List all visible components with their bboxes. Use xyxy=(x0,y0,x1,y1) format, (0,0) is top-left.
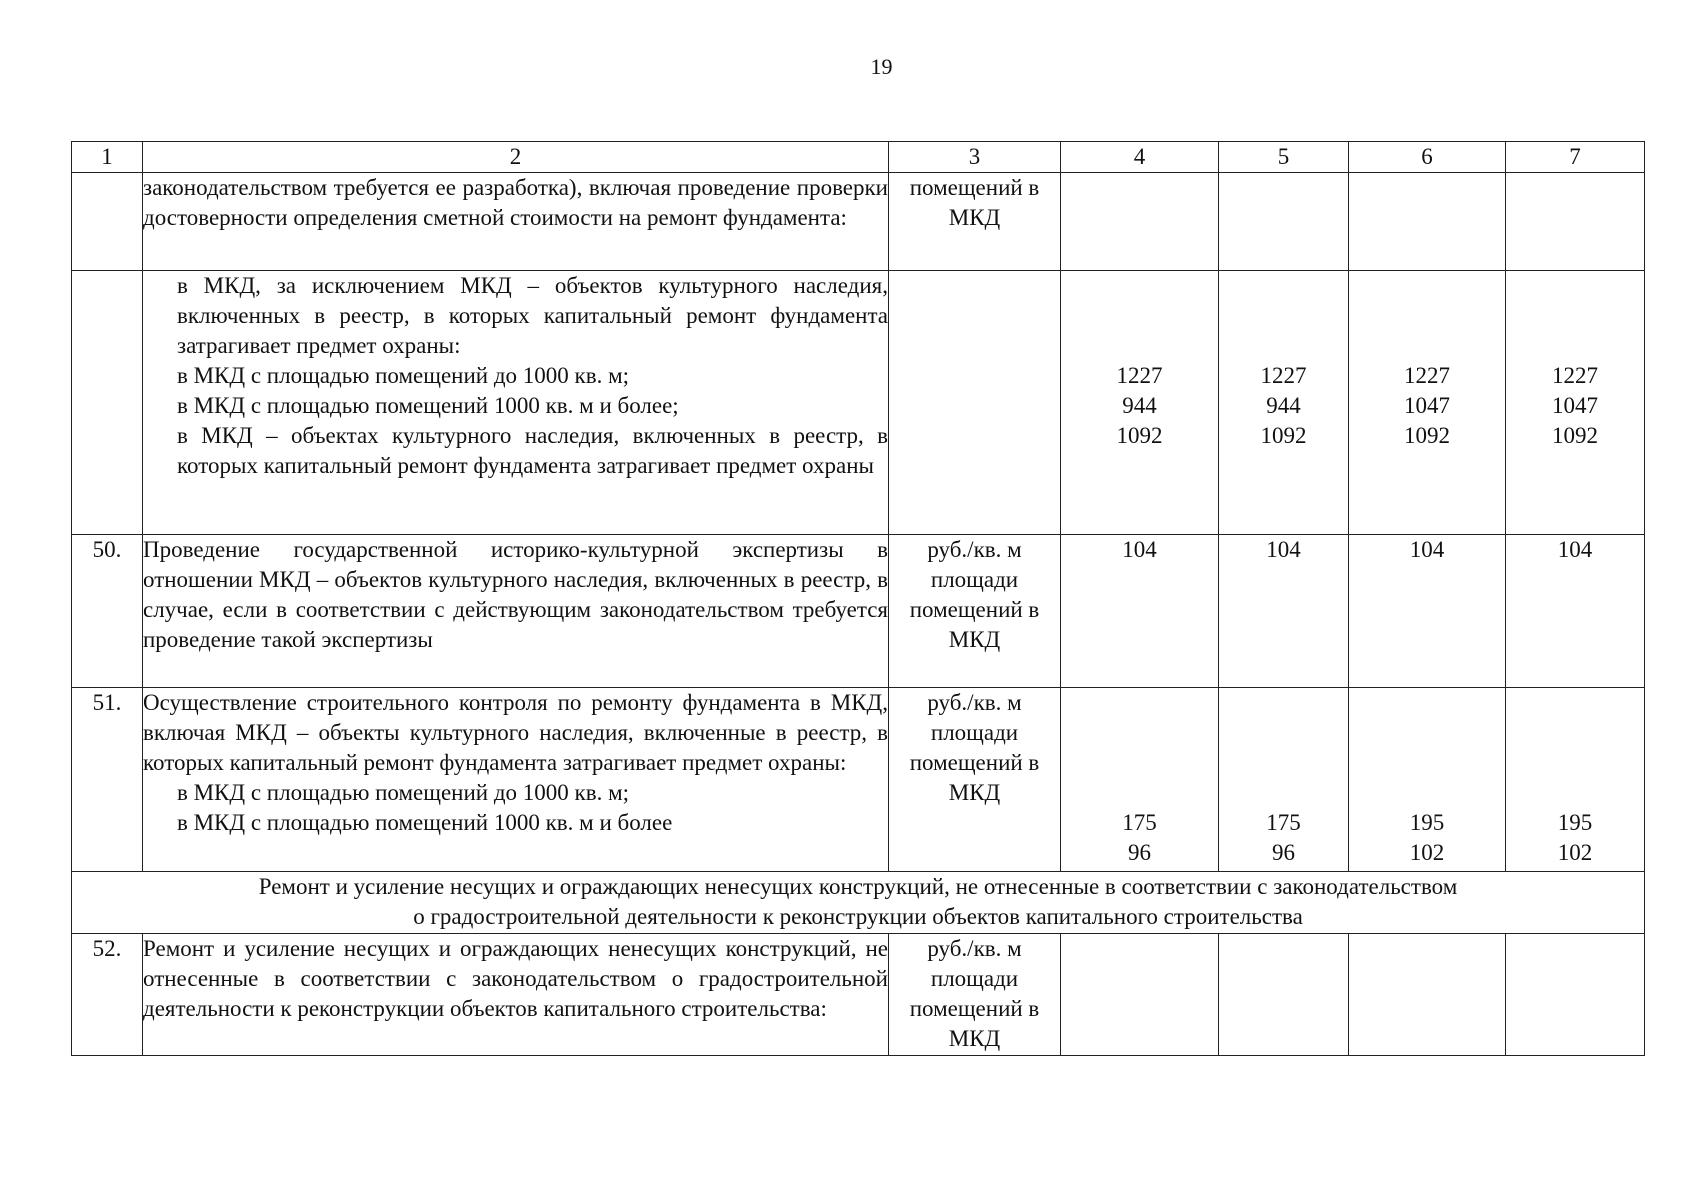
value-cell xyxy=(1349,173,1506,271)
value-cell xyxy=(1219,934,1349,1056)
col-header-6: 6 xyxy=(1349,142,1506,173)
value: 1047 xyxy=(1552,393,1598,418)
value-cell-col6 xyxy=(1349,688,1506,872)
section-heading-line-1: Ремонт и усиление несущих и ограждающих ненесущих конструкций, не отнесенные в соответствии с законодательством xyxy=(258,874,1458,899)
value-cell-col7 xyxy=(1506,688,1645,872)
table-row-52 xyxy=(72,934,1645,1056)
table-row-subitems xyxy=(72,271,1645,535)
subitem-heritage: в МКД – объектах культурного наследия, включенных в реестр, в которых капитальный ремонт фундамента затрагивает предмет охраны xyxy=(177,423,888,478)
row-main-text: Осуществление строительного контроля по ремонту фундамента в МКД, включая МКД – объекты культурного наследия, включенные в реестр, в которых капитальный ремонт фундамента затрагивает предмет охраны: xyxy=(143,690,888,775)
value-cell-col4: 104 xyxy=(1061,535,1219,688)
col-header-3: 3 xyxy=(889,142,1061,173)
value: 1092 xyxy=(1552,423,1598,448)
value: 102 xyxy=(1409,840,1445,865)
value: 195 xyxy=(1409,810,1445,835)
table-row-51 xyxy=(72,688,1645,872)
value: 1092 xyxy=(1260,423,1307,448)
section-heading-line-2: о градостроительной деятельности к реконструкции объектов капитального строительства xyxy=(413,904,1303,929)
col-header-7: 7 xyxy=(1506,142,1645,173)
row-number: 51. xyxy=(72,688,143,872)
value: 1092 xyxy=(1404,423,1450,448)
row-unit: руб./кв. м площади помещений в МКД xyxy=(889,535,1061,688)
value: 944 xyxy=(1266,393,1301,418)
value-cell xyxy=(1349,934,1506,1056)
value-cell-col5 xyxy=(1219,688,1349,872)
value: 1047 xyxy=(1404,393,1450,418)
value-cell xyxy=(1061,934,1219,1056)
row-description: законодательством требуется ее разработка), включая проведение проверки достоверности определения сметной стоимости на ремонт фундамента: xyxy=(143,173,889,271)
value: 195 xyxy=(1557,810,1593,835)
row-number: 52. xyxy=(72,934,143,1056)
value: 1227 xyxy=(1116,363,1163,388)
value: 96 xyxy=(1272,840,1295,865)
value-cell-col7 xyxy=(1506,271,1645,535)
col-header-5: 5 xyxy=(1219,142,1349,173)
value: 175 xyxy=(1266,810,1301,835)
table-row-continued xyxy=(72,173,1645,271)
value-cell-col4 xyxy=(1061,271,1219,535)
value-cell-col4 xyxy=(1061,688,1219,872)
value: 1227 xyxy=(1260,363,1307,388)
row-unit xyxy=(889,271,1061,535)
value: 96 xyxy=(1128,840,1151,865)
section-heading xyxy=(72,872,1645,934)
col-header-1: 1 xyxy=(72,142,143,173)
row-unit: помещений в МКД xyxy=(889,173,1061,271)
value: 175 xyxy=(1122,810,1157,835)
column-number-row xyxy=(72,142,1645,173)
row-number-cell xyxy=(72,173,143,271)
table-row-50 xyxy=(72,535,1645,688)
value: 944 xyxy=(1122,393,1157,418)
value-cell-col5: 104 xyxy=(1219,535,1349,688)
row-description xyxy=(143,688,889,872)
row-number-cell xyxy=(72,271,143,535)
value-cell-col7: 104 xyxy=(1506,535,1645,688)
row-description: Ремонт и усиление несущих и ограждающих ненесущих конструкций, не отнесенные в соответствии с законодательством о градостроительной деятельности к реконструкции объектов капитального строительства: xyxy=(143,934,889,1056)
value: 1227 xyxy=(1552,363,1598,388)
row-number: 50. xyxy=(72,535,143,688)
tariff-table xyxy=(71,141,1645,1056)
value: 1227 xyxy=(1404,363,1450,388)
value-cell-col6 xyxy=(1349,271,1506,535)
value: 1092 xyxy=(1116,423,1163,448)
value-cell xyxy=(1506,934,1645,1056)
subitem-area-under-1000: в МКД с площадью помещений до 1000 кв. м; xyxy=(177,780,630,805)
subitem-area-under-1000: в МКД с площадью помещений до 1000 кв. м; xyxy=(177,363,630,388)
row-description xyxy=(143,271,889,535)
section-heading-row xyxy=(72,872,1645,934)
value-cell-col6: 104 xyxy=(1349,535,1506,688)
value: 102 xyxy=(1557,840,1593,865)
subitem-area-1000-plus: в МКД с площадью помещений 1000 кв. м и более; xyxy=(177,393,679,418)
value-cell xyxy=(1219,173,1349,271)
col-header-2: 2 xyxy=(143,142,889,173)
value-cell-col5 xyxy=(1219,271,1349,535)
subitem-area-1000-plus: в МКД с площадью помещений 1000 кв. м и более xyxy=(177,810,673,835)
page-number: 19 xyxy=(870,54,893,79)
row-unit: руб./кв. м площади помещений в МКД xyxy=(889,688,1061,872)
col-header-4: 4 xyxy=(1061,142,1219,173)
row-description: Проведение государственной историко-культурной экспертизы в отношении МКД – объектов культурного наследия, включенных в реестр, в случае, если в соответствии с действующим законодательством требуется проведение такой экспертизы xyxy=(143,535,889,688)
subitem-intro: в МКД, за исключением МКД – объектов культурного наследия, включенных в реестр, в которых капитальный ремонт фундамента затрагивает предмет охраны: xyxy=(177,273,888,358)
value-cell xyxy=(1506,173,1645,271)
row-unit: руб./кв. м площади помещений в МКД xyxy=(889,934,1061,1056)
value-cell xyxy=(1061,173,1219,271)
